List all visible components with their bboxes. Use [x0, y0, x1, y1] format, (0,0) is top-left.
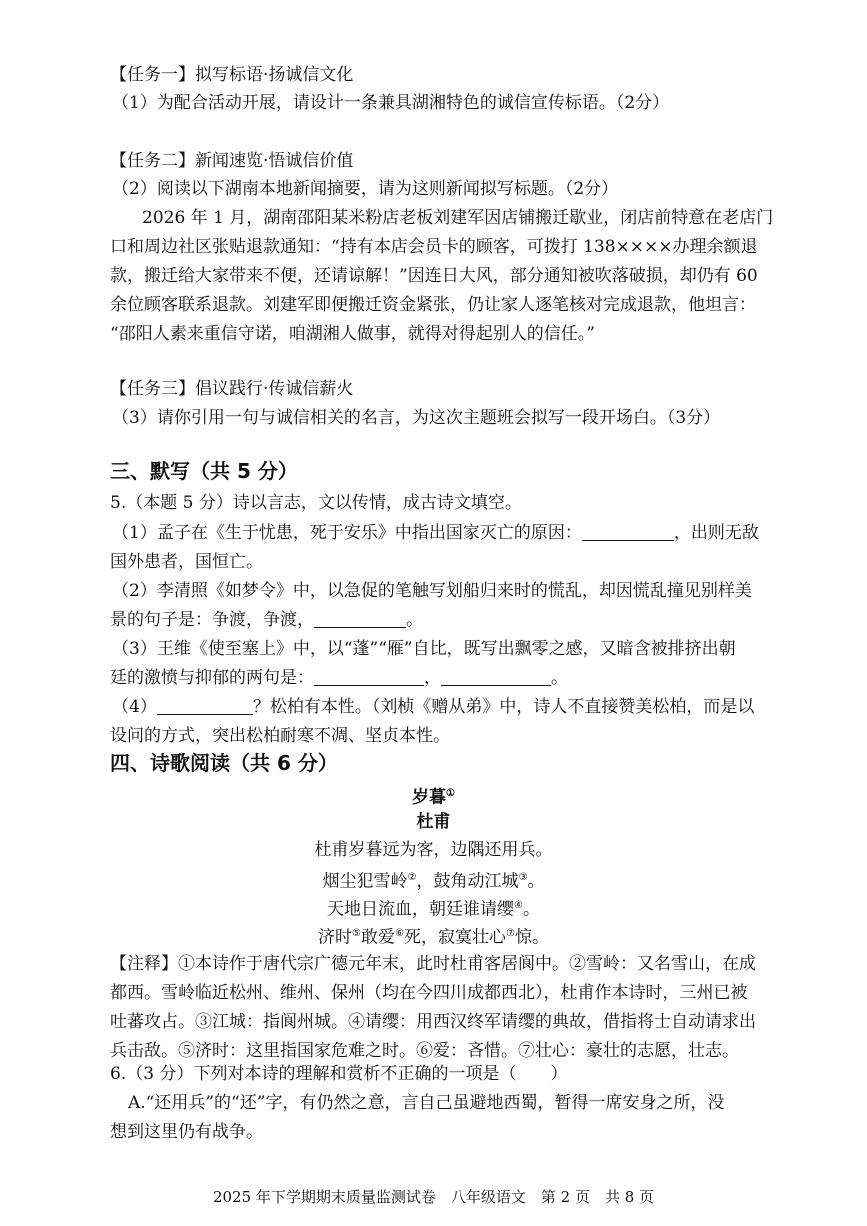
- poem-line-4: [0, 921, 867, 951]
- news-line-4: 余位顾客联系退款。刘建军即便搬迁资金紧张，仍让家人逐笔核对完成退款，他坦言：: [110, 295, 756, 315]
- question-5-2-cont: [110, 607, 423, 633]
- task3-title: 【任务三】倡议践行·传诚信薪火: [110, 379, 354, 399]
- poem-line-4-a: 济时: [318, 927, 353, 948]
- page-footer: 2025 年下学期期末质量监测试卷 八年级语文 第 2 页 共 8 页: [212, 1188, 655, 1206]
- answer-blank[interactable]: [314, 667, 424, 686]
- notes-line-2: 都西。雪岭临近松州、维州、保州（均在今四川成都西北），杜甫作本诗时，三州已被: [110, 983, 748, 1003]
- question-5-1: [112, 520, 759, 546]
- q5-2-text: 景的句子是：争渡，争渡，: [110, 610, 314, 630]
- question-3: （3）请你引用一句与诚信相关的名言，为这次主题班会拟写一段开场白。（3分）: [112, 408, 721, 428]
- answer-blank[interactable]: [314, 609, 406, 628]
- news-line-3: 款，搬迁给大家带来不便，还请谅解！”因连日大风，部分通知被吹落破损，却仍有 60: [110, 266, 758, 286]
- answer-blank[interactable]: [582, 522, 674, 541]
- poem-title: [0, 781, 867, 811]
- poem-title-note: ①: [446, 788, 455, 799]
- poem-title-text: 岁暮: [412, 787, 447, 808]
- news-line-2: 口和周边社区张贴退款通知：“持有本店会员卡的顾客，可拨打 138××××办理余额退: [110, 237, 758, 257]
- poem-line-2: [0, 865, 867, 895]
- news-line-1: 2026 年 1 月，湖南邵阳某米粉店老板刘建军因店铺搬迁歇业，闭店前特意在老店门: [142, 208, 774, 228]
- answer-blank[interactable]: [441, 667, 551, 686]
- poem-line-2-c: 。: [527, 871, 545, 892]
- poem-line-4-d: 惊。: [514, 927, 549, 948]
- poem-line-3-b: 。: [522, 899, 540, 920]
- option-a: A.“还用兵”的“还”字，有仍然之意，言自己虽避地西蜀，暂得一席安身之所，没: [128, 1093, 725, 1113]
- task1-title: 【任务一】拟写标语·扬诚信文化: [110, 65, 354, 85]
- poem-note-ref: ⑤: [352, 928, 362, 939]
- question-1: （1）为配合活动开展，请设计一条兼具湖湘特色的诚信宣传标语。（2分）: [112, 93, 670, 113]
- question-2: （2）阅读以下湖南本地新闻摘要，请为这则新闻拟写标题。（2分）: [112, 179, 619, 199]
- poem-note-ref: ④: [514, 900, 523, 911]
- answer-blank[interactable]: [157, 696, 253, 715]
- q5-1-text: （1）孟子在《生于忧患，死于安乐》中指出国家灭亡的原因：: [112, 523, 582, 543]
- notes-line-1: 【注释】①本诗作于唐代宗广德元年末，此时杜甫客居阆中。②雪岭：又名雪山，在成: [110, 954, 756, 974]
- section-4-heading: 四、诗歌阅读（共 6 分）: [110, 751, 338, 775]
- poem-note-ref: ⑥: [395, 928, 404, 939]
- q5-4-text: ？松柏有本性。（刘桢《赠从弟》中，诗人不直接赞美松柏，而是以: [252, 697, 755, 717]
- poem-line-4-b: 敢爱: [361, 927, 396, 948]
- poem-line-1: 杜甫岁暮远为客，边隅还用兵。: [314, 840, 553, 860]
- q5-3-comma: ，: [424, 668, 441, 688]
- question-5-3-cont: [110, 665, 568, 691]
- notes-line-3: 吐蕃攻占。③江城：指阆州城。④请缨：用西汉终军请缨的典故，借指将士自动请求出: [110, 1012, 756, 1032]
- question-5-4-cont: 设问的方式，突出松柏耐寒不凋、坚贞本性。: [110, 726, 450, 746]
- q5-1-text-tail: ，出则无敌: [673, 523, 759, 543]
- poem-line-3: [0, 893, 867, 923]
- question-5-1-cont: 国外患者，国恒亡。: [110, 552, 263, 572]
- question-5-intro: 5.（本题 5 分）诗以言志，文以传情，成古诗文填空。: [110, 493, 522, 513]
- q5-3-end: 。: [551, 668, 568, 688]
- poem-note-ref: ③: [518, 872, 528, 883]
- option-a-cont: 想到这里仍有战争。: [110, 1122, 263, 1142]
- notes-line-4: 兵击敌。⑤济时：这里指国家危难之时。⑥爱：吝惜。⑦壮心：豪壮的志愿，壮志。: [110, 1041, 739, 1061]
- q5-3-text: 廷的激愤与抑郁的两句是：: [110, 668, 314, 688]
- poem-line-3-a: 天地日流血，朝廷谁请缨: [327, 899, 515, 920]
- poem-line-2-b: ，鼓角动江城: [416, 871, 519, 892]
- question-5-2: （2）李清照《如梦令》中，以急促的笔触写划船归来时的慌乱，却因慌乱撞见别样美: [112, 581, 752, 601]
- poem-note-ref: ⑦: [505, 928, 515, 939]
- poem-note-ref: ②: [407, 872, 417, 883]
- poem-line-4-c: 死，寂寞壮心: [403, 927, 506, 948]
- poem-author: 杜甫: [416, 812, 451, 832]
- question-5-4: [112, 694, 754, 720]
- section-3-heading: 三、默写（共 5 分）: [110, 459, 298, 483]
- q5-2-end: 。: [406, 610, 423, 630]
- task2-title: 【任务二】新闻速览·悟诚信价值: [110, 151, 354, 171]
- poem-line-2-a: 烟尘犯雪岭: [322, 871, 408, 892]
- question-5-3: （3）王维《使至塞上》中，以“蓬”“雁”自比，既写出飘零之感，又暗含被排挤出朝: [112, 639, 736, 659]
- news-line-5: “邵阳人素来重信守诺，咱湖湘人做事，就得对得起别人的信任。”: [110, 324, 595, 344]
- question-6: 6.（3 分）下列对本诗的理解和赏析不正确的一项是（ ）: [110, 1064, 568, 1084]
- q5-4-num: （4）: [112, 697, 157, 717]
